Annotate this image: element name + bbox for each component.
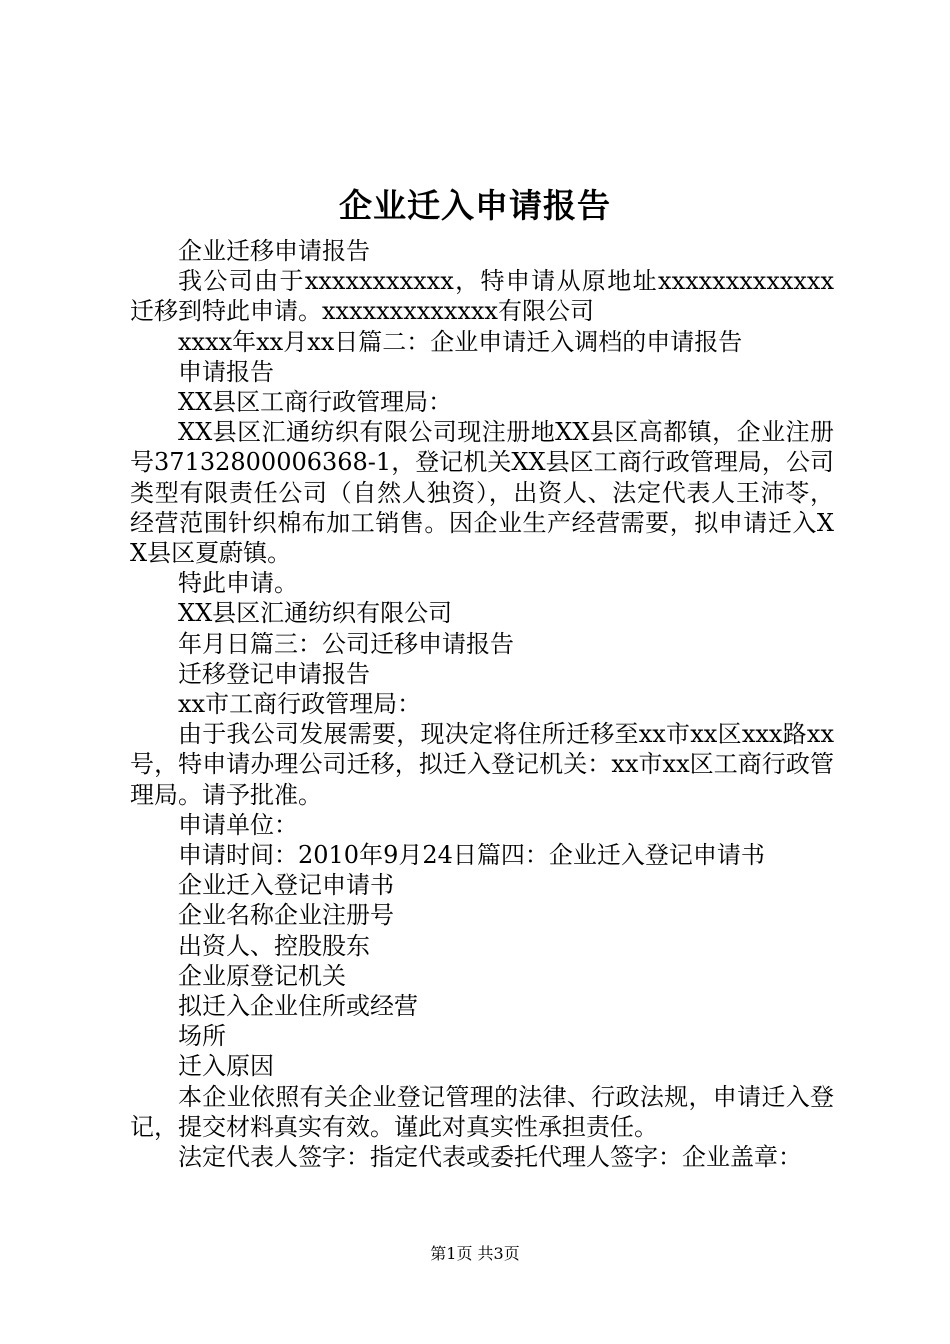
- paragraph-2: 我公司由于xxxxxxxxxxx，特申请从原地址xxxxxxxxxxxxx迁移到特此申请。xxxxxxxxxxxxx有限公司: [130, 267, 834, 326]
- paragraph-21: 迁入原因: [178, 1052, 274, 1081]
- paragraph-3: xxxx年xx月xx日篇二：企业申请迁入调档的申请报告: [178, 327, 743, 356]
- paragraph-15: 企业迁入登记申请书: [178, 871, 394, 900]
- paragraph-10: 迁移登记申请报告: [178, 659, 370, 688]
- paragraph-4: 申请报告: [178, 357, 274, 386]
- paragraph-20: 场所: [178, 1022, 226, 1051]
- paragraph-1: 企业迁移申请报告: [178, 237, 370, 265]
- page-footer: 第1页 共3页: [430, 1244, 520, 1263]
- paragraph-22: 本企业依照有关企业登记管理的法律、行政法规，申请迁入登记，提交材料真实有效。谨此对真实性承担责任。: [130, 1082, 834, 1141]
- paragraph-11: xx市工商行政管理局：: [178, 690, 422, 719]
- paragraph-14: 申请时间：2010年9月24日篇四：企业迁入登记申请书: [178, 841, 765, 870]
- paragraph-16: 企业名称企业注册号: [178, 901, 394, 930]
- paragraph-12: 由于我公司发展需要，现决定将住所迁移至xx市xx区xxx路xx号，特申请办理公司迁移，拟迁入登记机关：xx市xx区工商行政管理局。请予批准。: [130, 720, 834, 809]
- paragraph-6: XX县区汇通纺织有限公司现注册地XX县区高都镇，企业注册号37132800006368-1，登记机关XX县区工商行政管理局，公司类型有限责任公司（自然人独资），出资人、法定代表人王沛苓，经营范围针织棉布加工销售。因企业生产经营需要，拟申请迁入XX县区夏蔚镇。: [130, 418, 834, 568]
- document-body: [130, 236, 834, 1172]
- paragraph-18: 企业原登记机关: [178, 961, 346, 990]
- paragraph-7: 特此申请。: [178, 569, 298, 598]
- paragraph-19: 拟迁入企业住所或经营: [178, 992, 418, 1021]
- paragraph-9: 年月日篇三：公司迁移申请报告: [178, 629, 514, 658]
- paragraph-23: 法定代表人签字：指定代表或委托代理人签字：企业盖章：: [178, 1143, 802, 1172]
- paragraph-13: 申请单位：: [178, 810, 298, 839]
- paragraph-5: XX县区工商行政管理局：: [178, 388, 453, 417]
- paragraph-8: XX县区汇通纺织有限公司: [178, 599, 453, 628]
- paragraph-17: 出资人、控股股东: [178, 931, 370, 960]
- document-title: 企业迁入申请报告: [339, 186, 611, 225]
